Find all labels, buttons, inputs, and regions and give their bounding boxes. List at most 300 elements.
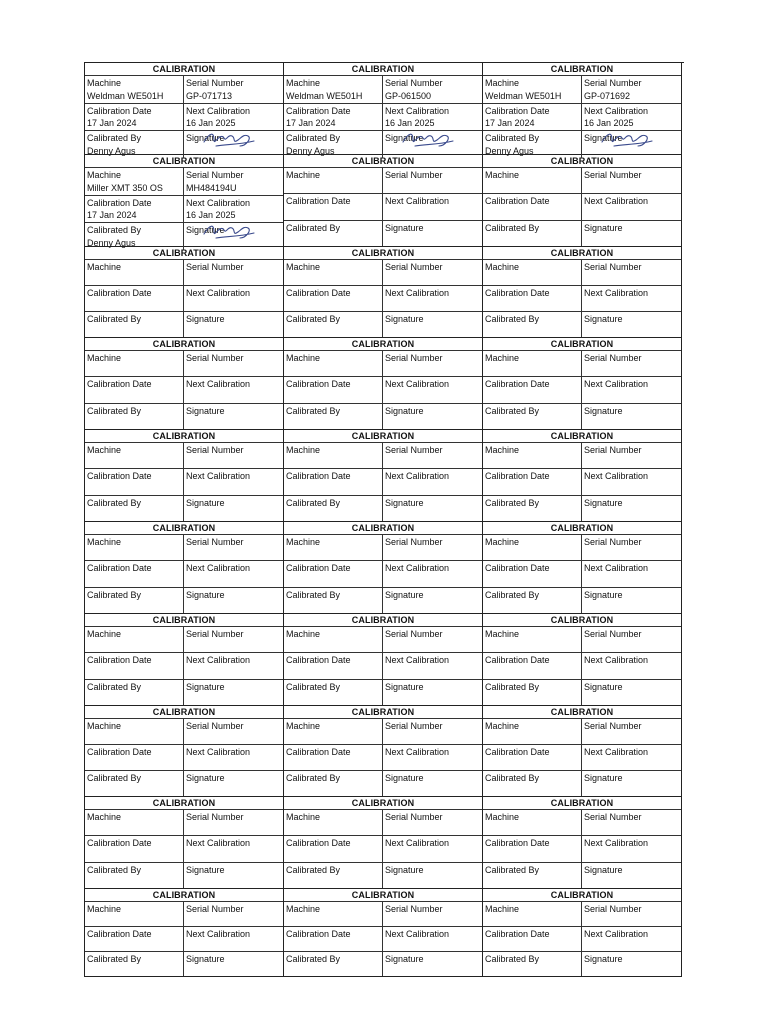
serial-label: Serial Number (584, 812, 642, 822)
machine-cell (85, 719, 184, 744)
card-header: CALIBRATION (483, 155, 681, 168)
next-cal-cell (383, 561, 482, 586)
card-row (85, 797, 684, 889)
signature-cell (383, 680, 482, 705)
signature-cell (184, 863, 283, 888)
serial-cell (383, 535, 482, 560)
next-cal-label: Next Calibration (584, 288, 649, 298)
calibrated-by-cell (284, 404, 383, 429)
serial-label: Serial Number (385, 78, 443, 88)
calibrated-by-label: Calibrated By (485, 773, 540, 783)
signature-cell (184, 496, 283, 521)
machine-row (284, 810, 482, 836)
card-header: CALIBRATION (284, 522, 482, 535)
signature-cell (184, 680, 283, 705)
next-cal-cell (184, 196, 283, 223)
machine-value: Weldman WE501H (286, 90, 363, 101)
serial-label: Serial Number (385, 629, 443, 639)
card-header: CALIBRATION (85, 247, 283, 260)
serial-cell (184, 351, 283, 376)
signature-label: Signature (186, 681, 225, 692)
signature-label: Signature (385, 133, 424, 144)
card-header: CALIBRATION (85, 889, 283, 902)
card-header: CALIBRATION (483, 706, 681, 719)
calibrated-by-label: Calibrated By (87, 864, 142, 875)
machine-value: Weldman WE501H (485, 90, 562, 101)
machine-row (483, 76, 681, 104)
signature-label: Signature (584, 222, 623, 233)
calibrated-by-label: Calibrated By (485, 589, 540, 600)
card-header: CALIBRATION (284, 706, 482, 719)
date-row (483, 104, 681, 132)
sign-row (483, 131, 681, 158)
cal-date-label: Calibration Date (87, 197, 152, 208)
machine-row (284, 443, 482, 469)
cal-date-label: Calibration Date (87, 563, 152, 574)
date-row (284, 927, 482, 952)
sign-row (85, 680, 283, 705)
signature-cell (582, 131, 681, 158)
date-row (284, 104, 482, 132)
serial-cell (184, 719, 283, 744)
machine-label: Machine (87, 170, 122, 180)
signature-cell (582, 404, 681, 429)
card-header: CALIBRATION (85, 63, 283, 76)
calibrated-by-value: Denny Agus (87, 237, 136, 248)
calibration-card (483, 522, 682, 614)
cal-date-cell (85, 469, 184, 494)
card-row (85, 614, 684, 706)
card-header: CALIBRATION (284, 338, 482, 351)
signature-label: Signature (584, 954, 623, 964)
signature-cell (582, 496, 681, 521)
next-cal-label: Next Calibration (186, 105, 251, 116)
next-cal-label: Next Calibration (385, 747, 450, 757)
signature-cell (383, 221, 482, 246)
sign-row (85, 771, 283, 796)
machine-label: Machine (485, 445, 520, 455)
signature-cell (383, 404, 482, 429)
date-row (85, 469, 283, 495)
serial-value: GP-071713 (186, 90, 233, 101)
serial-label: Serial Number (186, 262, 244, 272)
date-row (483, 836, 681, 862)
signature-label: Signature (584, 314, 623, 324)
card-row (85, 247, 684, 338)
serial-label: Serial Number (584, 78, 642, 88)
next-cal-cell (383, 104, 482, 131)
machine-cell (483, 76, 582, 103)
sign-row (85, 404, 283, 429)
calibration-card (85, 614, 284, 706)
machine-label: Machine (485, 721, 520, 731)
cal-date-cell (483, 836, 582, 861)
card-header: CALIBRATION (483, 522, 681, 535)
sign-row (284, 680, 482, 705)
calibrated-by-label: Calibrated By (286, 405, 341, 416)
signature-cell (582, 588, 681, 613)
calibration-card (85, 63, 284, 155)
calibrated-by-cell (85, 588, 184, 613)
serial-label: Serial Number (584, 537, 642, 547)
serial-label: Serial Number (385, 812, 443, 822)
calibration-sheet (84, 62, 684, 977)
calibrated-by-label: Calibrated By (87, 954, 142, 964)
cal-date-label: Calibration Date (485, 747, 550, 757)
date-row (85, 836, 283, 862)
cal-date-label: Calibration Date (286, 288, 351, 298)
machine-row (284, 76, 482, 104)
serial-cell (582, 260, 681, 285)
serial-cell (184, 627, 283, 652)
machine-cell (284, 443, 383, 468)
sign-row (284, 588, 482, 613)
machine-label: Machine (286, 170, 321, 180)
next-cal-cell (383, 377, 482, 402)
machine-row (483, 535, 681, 561)
calibration-card (284, 338, 483, 430)
calibrated-by-cell (483, 496, 582, 521)
calibrated-by-cell (483, 404, 582, 429)
calibration-card (483, 63, 682, 155)
serial-label: Serial Number (186, 904, 244, 914)
signature-cell (582, 952, 681, 976)
calibrated-by-label: Calibrated By (87, 681, 142, 692)
machine-label: Machine (286, 353, 321, 363)
serial-label: Serial Number (186, 721, 244, 731)
machine-cell (85, 627, 184, 652)
serial-label: Serial Number (385, 537, 443, 547)
serial-cell (582, 627, 681, 652)
calibration-card (85, 706, 284, 797)
next-cal-cell (184, 469, 283, 494)
card-header: CALIBRATION (483, 338, 681, 351)
signature-label: Signature (186, 225, 225, 236)
serial-cell (383, 260, 482, 285)
serial-cell (184, 443, 283, 468)
cal-date-cell (483, 561, 582, 586)
serial-value: GP-071692 (584, 90, 631, 101)
machine-row (483, 168, 681, 194)
next-cal-label: Next Calibration (186, 471, 251, 482)
next-cal-label: Next Calibration (584, 196, 649, 207)
machine-cell (483, 260, 582, 285)
next-cal-cell (184, 745, 283, 770)
signature-cell (383, 863, 482, 888)
card-header: CALIBRATION (284, 155, 482, 168)
calibrated-by-cell (483, 312, 582, 337)
cal-date-label: Calibration Date (87, 288, 152, 298)
next-cal-value: 16 Jan 2025 (186, 210, 236, 221)
calibrated-by-label: Calibrated By (485, 133, 540, 144)
machine-row (85, 902, 283, 927)
calibrated-by-cell (85, 680, 184, 705)
next-cal-cell (383, 927, 482, 951)
next-cal-cell (582, 561, 681, 586)
cal-date-label: Calibration Date (286, 379, 351, 390)
next-cal-cell (184, 377, 283, 402)
calibrated-by-cell (483, 680, 582, 705)
serial-cell (184, 902, 283, 926)
sign-row (284, 952, 482, 976)
machine-label: Machine (286, 537, 321, 547)
next-cal-label: Next Calibration (385, 379, 450, 390)
next-cal-label: Next Calibration (186, 288, 251, 298)
next-cal-cell (582, 927, 681, 951)
signature-label: Signature (584, 864, 623, 875)
cal-date-label: Calibration Date (485, 563, 550, 574)
calibrated-by-cell (483, 588, 582, 613)
calibration-card (284, 522, 483, 614)
machine-cell (284, 810, 383, 835)
calibrated-by-label: Calibrated By (286, 589, 341, 600)
next-cal-cell (582, 104, 681, 131)
calibrated-by-label: Calibrated By (286, 681, 341, 692)
serial-cell (582, 76, 681, 103)
card-row (85, 889, 684, 977)
cal-date-cell (483, 653, 582, 678)
serial-cell (582, 902, 681, 926)
machine-row (284, 168, 482, 194)
serial-label: Serial Number (584, 445, 642, 455)
signature-cell (582, 312, 681, 337)
signature-cell (184, 131, 283, 158)
cal-date-cell (85, 653, 184, 678)
next-cal-label: Next Calibration (385, 288, 450, 298)
sign-row (85, 496, 283, 521)
machine-cell (85, 168, 184, 195)
next-cal-label: Next Calibration (385, 196, 450, 207)
cal-date-cell (284, 561, 383, 586)
serial-label: Serial Number (584, 170, 642, 180)
date-row (483, 561, 681, 587)
calibrated-by-cell (85, 771, 184, 796)
card-header: CALIBRATION (85, 430, 283, 443)
card-row (85, 338, 684, 430)
card-header: CALIBRATION (85, 338, 283, 351)
calibrated-by-cell (85, 131, 184, 158)
machine-label: Machine (87, 445, 122, 455)
machine-cell (85, 902, 184, 926)
serial-label: Serial Number (186, 170, 244, 180)
serial-cell (184, 810, 283, 835)
cal-date-cell (85, 836, 184, 861)
machine-label: Machine (485, 78, 520, 88)
card-row (85, 706, 684, 797)
calibrated-by-label: Calibrated By (87, 589, 142, 600)
calibrated-by-cell (85, 863, 184, 888)
calibrated-by-label: Calibrated By (286, 222, 341, 233)
serial-label: Serial Number (385, 262, 443, 272)
card-header: CALIBRATION (284, 247, 482, 260)
cal-date-label: Calibration Date (485, 655, 550, 666)
calibration-card (483, 889, 682, 977)
machine-label: Machine (87, 904, 122, 914)
calibration-card (85, 797, 284, 889)
sign-row (284, 771, 482, 796)
next-cal-cell (582, 286, 681, 311)
machine-cell (483, 810, 582, 835)
signature-cell (184, 771, 283, 796)
signature-label: Signature (584, 405, 623, 416)
machine-row (85, 535, 283, 561)
calibrated-by-cell (284, 771, 383, 796)
date-row (483, 286, 681, 312)
sign-row (483, 680, 681, 705)
next-cal-value: 16 Jan 2025 (584, 118, 634, 129)
machine-cell (284, 260, 383, 285)
machine-label: Machine (485, 812, 520, 822)
cal-date-cell (284, 377, 383, 402)
machine-cell (483, 443, 582, 468)
calibration-card (483, 338, 682, 430)
serial-label: Serial Number (584, 262, 642, 272)
next-cal-cell (383, 745, 482, 770)
sign-row (85, 131, 283, 158)
machine-row (85, 260, 283, 286)
machine-cell (483, 719, 582, 744)
calibrated-by-label: Calibrated By (286, 314, 341, 324)
signature-label: Signature (584, 589, 623, 600)
machine-cell (85, 535, 184, 560)
next-cal-label: Next Calibration (584, 747, 649, 757)
serial-cell (582, 443, 681, 468)
next-cal-value: 16 Jan 2025 (186, 118, 236, 129)
signature-cell (582, 221, 681, 246)
serial-cell (184, 168, 283, 195)
sign-row (483, 863, 681, 888)
serial-label: Serial Number (385, 353, 443, 363)
serial-label: Serial Number (385, 904, 443, 914)
serial-label: Serial Number (584, 629, 642, 639)
date-row (85, 377, 283, 403)
calibrated-by-label: Calibrated By (286, 773, 341, 783)
calibrated-by-cell (85, 952, 184, 976)
next-cal-label: Next Calibration (385, 929, 450, 939)
machine-label: Machine (87, 262, 122, 272)
next-cal-cell (184, 836, 283, 861)
machine-label: Machine (286, 812, 321, 822)
signature-label: Signature (385, 589, 424, 600)
cal-date-cell (483, 745, 582, 770)
signature-label: Signature (186, 864, 225, 875)
calibrated-by-label: Calibrated By (87, 314, 142, 324)
signature-cell (383, 496, 482, 521)
serial-cell (582, 535, 681, 560)
sign-row (483, 952, 681, 976)
machine-cell (85, 76, 184, 103)
signature-label: Signature (186, 405, 225, 416)
next-cal-label: Next Calibration (186, 379, 251, 390)
machine-cell (284, 168, 383, 193)
machine-label: Machine (485, 262, 520, 272)
cal-date-label: Calibration Date (286, 196, 351, 207)
sign-row (85, 588, 283, 613)
machine-label: Machine (485, 629, 520, 639)
card-header: CALIBRATION (483, 889, 681, 902)
machine-row (483, 810, 681, 836)
calibrated-by-cell (483, 863, 582, 888)
machine-cell (483, 627, 582, 652)
calibration-card (483, 247, 682, 338)
calibrated-by-cell (284, 863, 383, 888)
date-row (85, 653, 283, 679)
machine-cell (284, 535, 383, 560)
machine-label: Machine (286, 445, 321, 455)
calibrated-by-label: Calibrated By (87, 773, 142, 783)
next-cal-cell (383, 469, 482, 494)
machine-label: Machine (87, 78, 122, 88)
calibrated-by-cell (284, 131, 383, 158)
cal-date-cell (85, 745, 184, 770)
machine-cell (85, 351, 184, 376)
signature-label: Signature (584, 773, 623, 783)
cal-date-label: Calibration Date (87, 105, 152, 116)
cal-date-value: 17 Jan 2024 (87, 210, 137, 221)
calibration-card (85, 155, 284, 247)
serial-label: Serial Number (584, 904, 642, 914)
calibrated-by-cell (85, 496, 184, 521)
calibrated-by-cell (483, 771, 582, 796)
sign-row (483, 312, 681, 337)
sign-row (85, 312, 283, 337)
serial-cell (582, 168, 681, 193)
sign-row (85, 223, 283, 250)
cal-date-cell (85, 286, 184, 311)
sign-row (483, 588, 681, 613)
calibrated-by-cell (483, 131, 582, 158)
sign-row (284, 131, 482, 158)
signature-cell (184, 952, 283, 976)
cal-date-cell (284, 836, 383, 861)
calibrated-by-label: Calibrated By (286, 133, 341, 144)
card-header: CALIBRATION (85, 797, 283, 810)
cal-date-label: Calibration Date (286, 471, 351, 482)
signature-cell (184, 404, 283, 429)
signature-label: Signature (385, 222, 424, 233)
date-row (284, 194, 482, 220)
machine-label: Machine (286, 721, 321, 731)
machine-cell (284, 719, 383, 744)
cal-date-label: Calibration Date (286, 747, 351, 757)
cal-date-label: Calibration Date (87, 929, 152, 939)
calibrated-by-cell (284, 312, 383, 337)
next-cal-cell (383, 653, 482, 678)
cal-date-label: Calibration Date (485, 838, 550, 849)
cal-date-label: Calibration Date (286, 838, 351, 849)
calibration-card (85, 338, 284, 430)
signature-label: Signature (385, 773, 424, 783)
cal-date-cell (284, 745, 383, 770)
next-cal-cell (184, 286, 283, 311)
next-cal-label: Next Calibration (186, 838, 251, 849)
card-header: CALIBRATION (85, 706, 283, 719)
calibrated-by-label: Calibrated By (286, 864, 341, 875)
date-row (85, 561, 283, 587)
machine-cell (483, 535, 582, 560)
cal-date-label: Calibration Date (87, 471, 152, 482)
machine-cell (85, 443, 184, 468)
machine-label: Machine (485, 904, 520, 914)
machine-row (85, 443, 283, 469)
calibrated-by-label: Calibrated By (485, 864, 540, 875)
date-row (483, 745, 681, 771)
machine-row (284, 260, 482, 286)
card-header: CALIBRATION (85, 155, 283, 168)
serial-label: Serial Number (385, 170, 443, 180)
cal-date-value: 17 Jan 2024 (87, 118, 137, 129)
sign-row (284, 221, 482, 246)
